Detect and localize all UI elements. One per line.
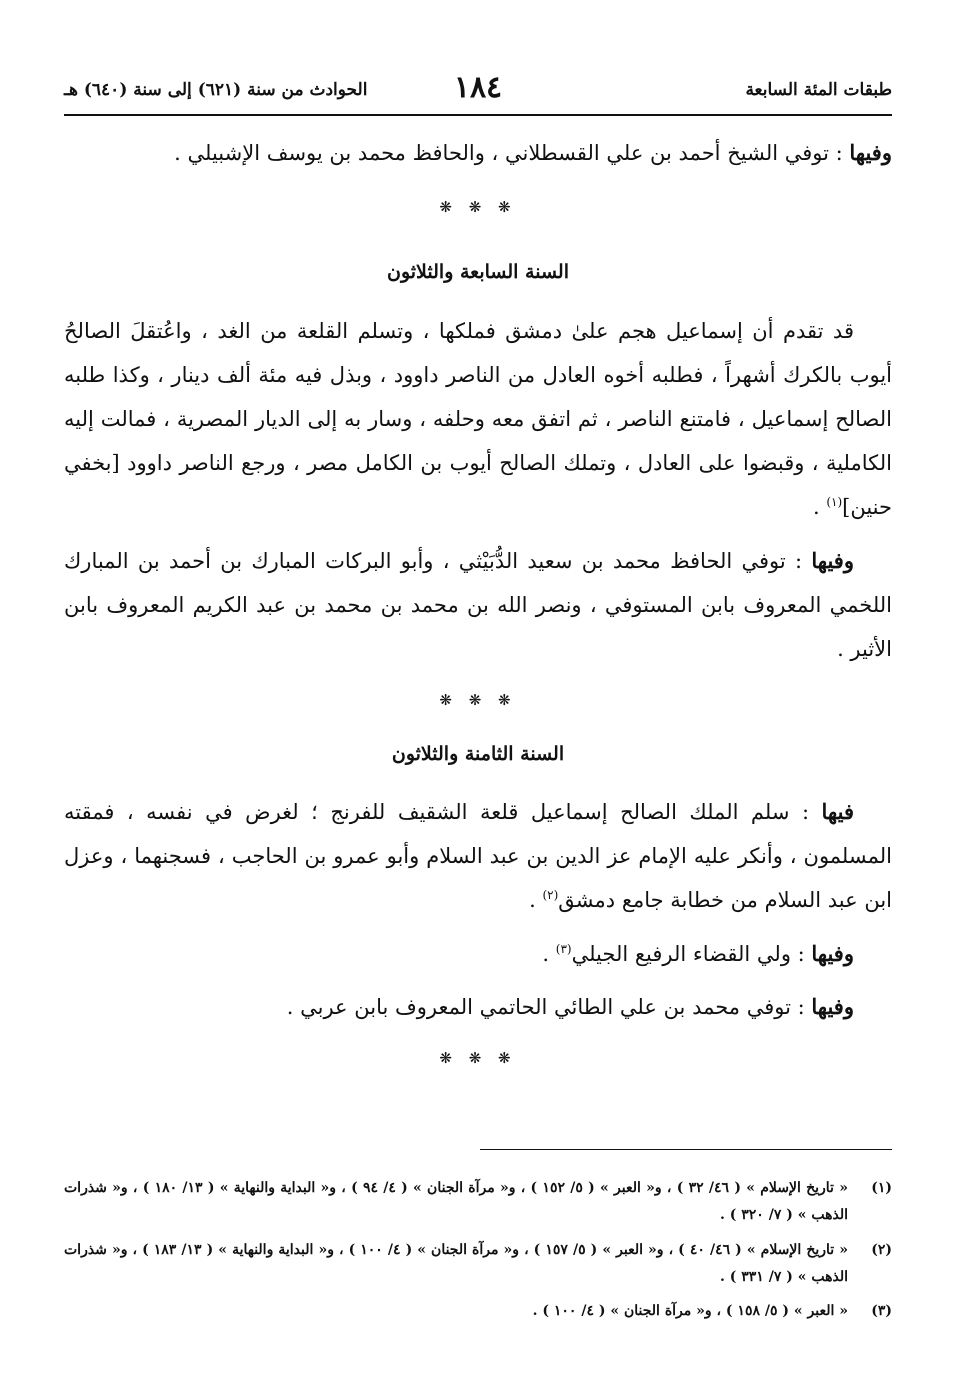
section-title: الحوادث من سنة (٦٢١) إلى سنة (٦٤٠) هـ xyxy=(64,80,368,100)
paragraph-end: . xyxy=(812,495,827,519)
header-divider xyxy=(64,114,892,116)
section-separator: ❋ ❋ ❋ xyxy=(439,1049,517,1067)
entry-lead: وفيها xyxy=(849,140,892,165)
footnote-ref-1[interactable]: (١) xyxy=(826,495,843,509)
entry-text: : توفي الحافظ محمد بن سعيد الدُّبَيْثي ، وأبو البركات المبارك بن أحمد بن المبارك اللخمي المعروف بابن المستوفي ، ونصر الله بن محمد بن محمد بن عبد الكريم المعروف بابن الأثير . xyxy=(64,549,892,661)
footnote-text: « العبر » ( ٥/ ١٥٨ ) ، و« مرآة الجنان » ( ٤/ ١٠٠ ) . xyxy=(532,1303,848,1319)
year-38-paragraph-2 xyxy=(64,932,892,976)
paragraph-end: . xyxy=(542,942,556,966)
footnote-1 xyxy=(64,1175,892,1229)
entry-text: : سلم الملك الصالح إسماعيل قلعة الشقيف للفرنج ؛ لغرض في نفسه ، فمقته المسلمون ، وأنكر عليه الإمام عز الدين بن عبد السلام وأبو عمرو بن الحاجب ، فسجنهما ، وعزل ابن عبد السلام من خطابة جامع دمشق xyxy=(64,800,892,912)
entry-text: : ولي القضاء الرفيع الجيلي xyxy=(571,942,812,966)
year-37-paragraph-1 xyxy=(64,309,892,529)
year-38-paragraph-1 xyxy=(64,790,892,922)
year-38-paragraph-3 xyxy=(64,985,892,1029)
section-separator: ❋ ❋ ❋ xyxy=(439,691,517,709)
book-title: طبقات المئة السابعة xyxy=(745,80,892,100)
book-page xyxy=(64,0,892,1391)
footnote-ref-2[interactable]: (٢) xyxy=(542,888,559,902)
page-number: ١٨٤ xyxy=(453,70,503,105)
year-38-heading: السنة الثامنة والثلاثون xyxy=(391,743,565,765)
footnote-2 xyxy=(64,1237,892,1291)
top-entry-paragraph xyxy=(64,131,892,175)
entry-lead: وفيها xyxy=(811,548,854,573)
entry-lead: وفيها xyxy=(811,941,854,966)
footnote-3 xyxy=(64,1298,892,1325)
entry-text: : توفي محمد بن علي الطائي الحاتمي المعروف بابن عربي . xyxy=(286,995,812,1019)
year-37-paragraph-2 xyxy=(64,539,892,671)
paragraph-end: . xyxy=(529,888,543,912)
footnote-number: (٢) xyxy=(871,1242,892,1258)
footnote-text: « تاريخ الإسلام » ( ٤٦/ ٣٢ ) ، و« العبر » ( ٥/ ١٥٢ ) ، و« مرآة الجنان » ( ٤/ ٩٤ ) ، و« البداية والنهاية » ( ١٣/ ١٨٠ ) ، و« شذرات الذهب » ( ٧/ ٣٢٠ ) . xyxy=(64,1180,848,1223)
entry-text: : توفي الشيخ أحمد بن علي القسطلاني ، والحافظ محمد بن يوسف الإشبيلي . xyxy=(174,141,850,165)
footnote-ref-3[interactable]: (٣) xyxy=(555,942,572,956)
footnotes-divider xyxy=(480,1149,892,1150)
footnote-text: « تاريخ الإسلام » ( ٤٦/ ٤٠ ) ، و« العبر » ( ٥/ ١٥٧ ) ، و« مرآة الجنان » ( ٤/ ١٠٠ ) ، و« البداية والنهاية » ( ١٣/ ١٨٣ ) ، و« شذرات الذهب » ( ٧/ ٣٣١ ) . xyxy=(64,1242,848,1285)
year-37-heading: السنة السابعة والثلاثون xyxy=(387,261,569,283)
footnote-number: (٣) xyxy=(871,1303,892,1319)
page-header xyxy=(64,70,892,110)
entry-lead: فيها xyxy=(821,799,854,824)
footnote-number: (١) xyxy=(871,1180,892,1196)
entry-lead: وفيها xyxy=(811,994,854,1019)
paragraph-text: قد تقدم أن إسماعيل هجم علىٰ دمشق فملكها ، وتسلم القلعة من الغد ، واعُتقلَ الصالحُ أيوب بالكرك أشهراً ، فطلبه أخوه العادل من الناصر داوود ، وبذل فيه مئة ألف دينار ، وكذا طلبه الصالح إسماعيل ، فامتنع الناصر ، ثم اتفق معه وحلفه ، وسار به إلى الديار المصرية ، فمالت إليه الكاملية ، وقبضوا على العادل ، وتملك الصالح أيوب بن الكامل مصر ، ورجع الناصر داوود [بخفي حنين] xyxy=(64,319,892,519)
section-separator: ❋ ❋ ❋ xyxy=(439,198,517,216)
